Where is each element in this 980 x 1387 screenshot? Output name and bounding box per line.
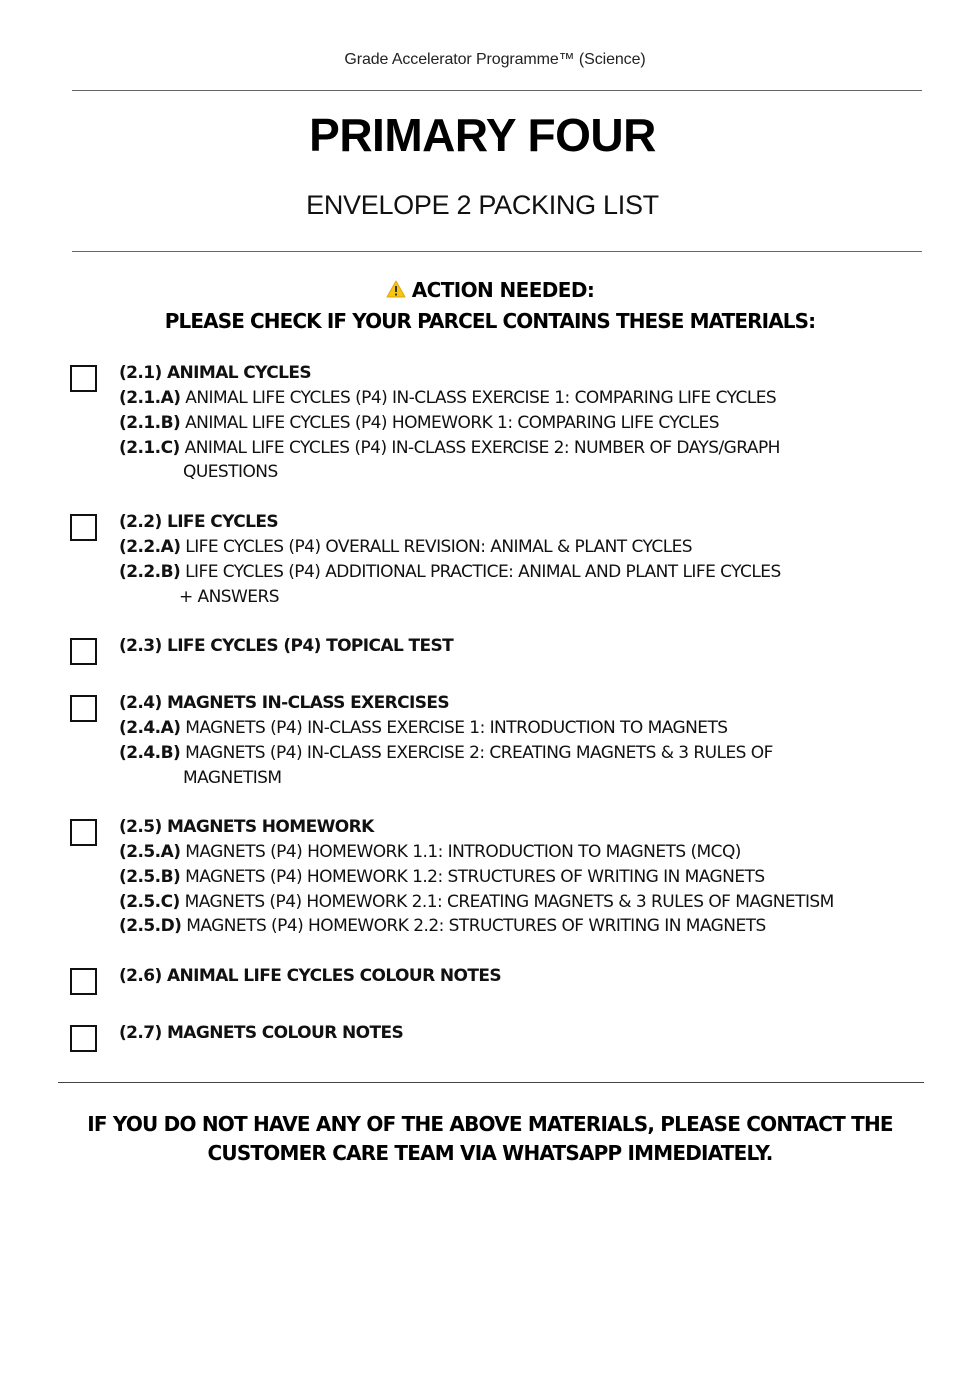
warning-icon — [386, 277, 406, 295]
list-item: (2.5.D) MAGNETS (P4) HOMEWORK 2.2: STRUCTURES OF WRITING IN MAGNETS — [119, 916, 766, 937]
list-item-continuation: MAGNETISM — [183, 767, 282, 788]
running-header: Grade Accelerator Programme™ (Science) — [344, 51, 646, 68]
contact-notice-line-2: CUSTOMER CARE TEAM VIA WHATSAPP IMMEDIATELY. — [207, 1141, 773, 1165]
contact-notice — [0, 1110, 980, 1168]
list-item-continuation: QUESTIONS — [183, 462, 278, 483]
group-heading: (2.5) MAGNETS HOMEWORK — [119, 817, 374, 837]
checkbox-2-5[interactable] — [70, 819, 97, 846]
list-item: (2.1.A) ANIMAL LIFE CYCLES (P4) IN-CLASS EXERCISE 1: COMPARING LIFE CYCLES — [119, 388, 777, 408]
group-heading: (2.6) ANIMAL LIFE CYCLES COLOUR NOTES — [119, 966, 502, 986]
action-needed-notice — [0, 276, 980, 336]
group-heading: (2.1) ANIMAL CYCLES — [119, 363, 312, 383]
checkbox-2-6[interactable] — [70, 968, 97, 995]
group-heading: (2.3) LIFE CYCLES (P4) TOPICAL TEST — [119, 636, 454, 656]
title-divider — [72, 251, 922, 252]
list-item: (2.5.C) MAGNETS (P4) HOMEWORK 2.1: CREATING MAGNETS & 3 RULES OF MAGNETISM — [119, 891, 834, 912]
list-item: (2.4.B) MAGNETS (P4) IN-CLASS EXERCISE 2: CREATING MAGNETS & 3 RULES OF — [119, 742, 773, 763]
checkbox-2-1[interactable] — [70, 365, 97, 392]
action-instruction: PLEASE CHECK IF YOUR PARCEL CONTAINS THESE MATERIALS: — [164, 309, 816, 333]
page-title: PRIMARY FOUR — [309, 109, 656, 161]
page-subtitle: ENVELOPE 2 PACKING LIST — [306, 190, 659, 220]
checkbox-2-3[interactable] — [70, 638, 97, 665]
header-divider — [72, 90, 922, 91]
action-heading: ACTION NEEDED: — [411, 278, 595, 302]
checkbox-2-4[interactable] — [70, 695, 97, 722]
group-heading: (2.7) MAGNETS COLOUR NOTES — [119, 1023, 404, 1043]
list-item: (2.1.C) ANIMAL LIFE CYCLES (P4) IN-CLASS EXERCISE 2: NUMBER OF DAYS/GRAPH — [119, 437, 780, 458]
list-item: (2.5.A) MAGNETS (P4) HOMEWORK 1.1: INTRODUCTION TO MAGNETS (MCQ) — [119, 842, 741, 862]
list-item: (2.1.B) ANIMAL LIFE CYCLES (P4) HOMEWORK 1: COMPARING LIFE CYCLES — [119, 412, 719, 433]
list-item: (2.4.A) MAGNETS (P4) IN-CLASS EXERCISE 1: INTRODUCTION TO MAGNETS — [119, 718, 728, 738]
checkbox-2-2[interactable] — [70, 514, 97, 541]
footer-divider — [58, 1082, 924, 1083]
list-item: (2.2.B) LIFE CYCLES (P4) ADDITIONAL PRACTICE: ANIMAL AND PLANT LIFE CYCLES — [119, 561, 781, 582]
group-heading: (2.4) MAGNETS IN-CLASS EXERCISES — [119, 693, 450, 713]
list-item-continuation: + ANSWERS — [179, 586, 279, 607]
group-heading: (2.2) LIFE CYCLES — [119, 512, 279, 532]
contact-notice-line-1: IF YOU DO NOT HAVE ANY OF THE ABOVE MATERIALS, PLEASE CONTACT THE — [87, 1112, 893, 1136]
checkbox-2-7[interactable] — [70, 1025, 97, 1052]
list-item: (2.5.B) MAGNETS (P4) HOMEWORK 1.2: STRUCTURES OF WRITING IN MAGNETS — [119, 866, 765, 887]
list-item: (2.2.A) LIFE CYCLES (P4) OVERALL REVISION: ANIMAL & PLANT CYCLES — [119, 537, 693, 557]
